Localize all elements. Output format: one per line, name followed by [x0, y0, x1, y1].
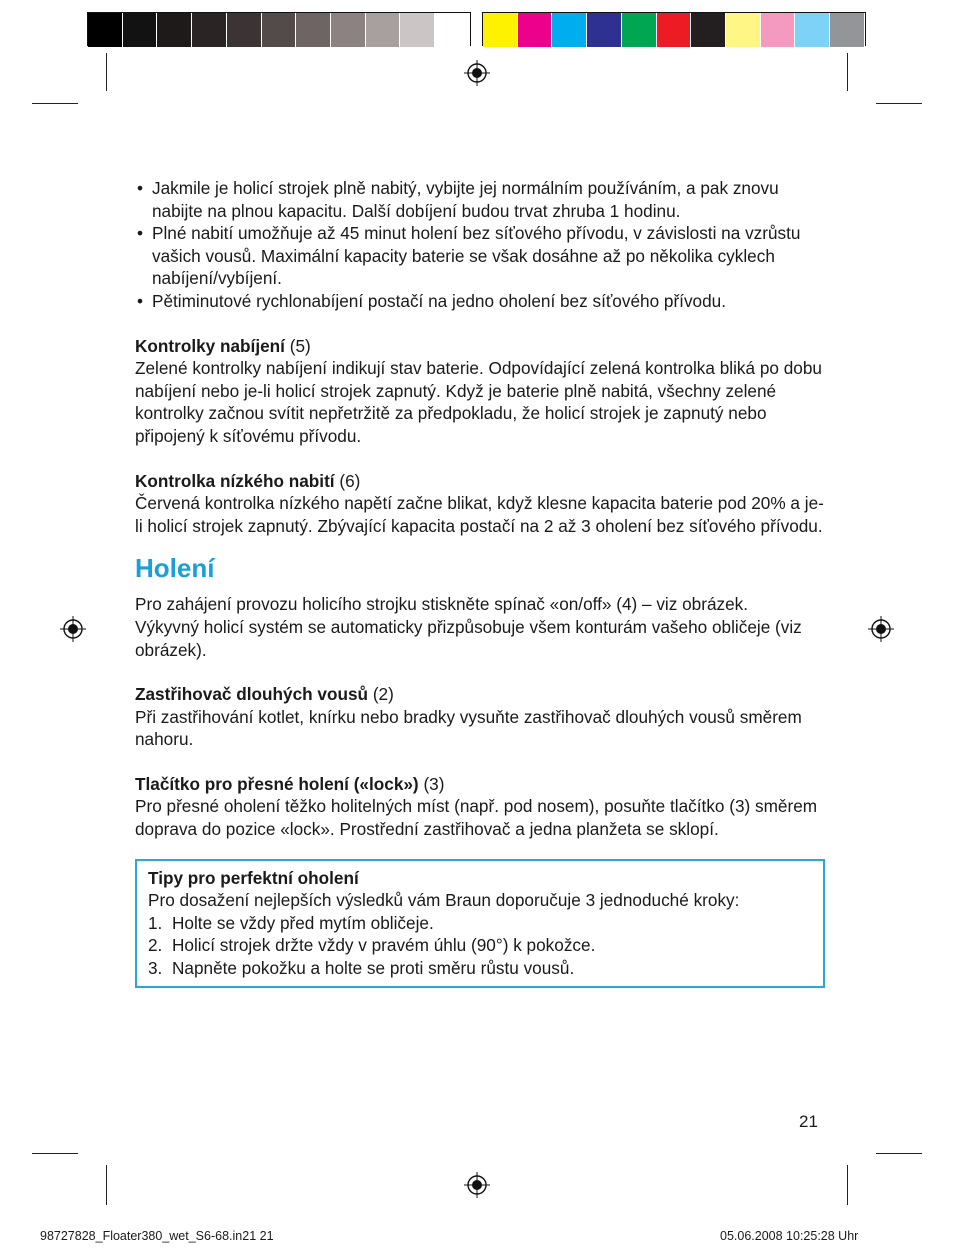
registration-mark-icon	[60, 616, 86, 642]
color-swatch	[192, 13, 227, 47]
bullet-icon: •	[137, 178, 144, 198]
crop-mark	[847, 1165, 848, 1205]
tips-box	[135, 859, 825, 988]
color-swatch	[587, 13, 622, 47]
shaving-paragraph: Pro zahájení provozu holicího strojku stiskněte spínač «on/off» (4) – viz obrázek.	[135, 594, 749, 615]
low-charge-heading: Kontrolka nízkého nabití (6)	[135, 470, 361, 491]
section-title: Holení	[135, 553, 215, 584]
tips-intro: Pro dosažení nejlepších výsledků vám Braun doporučuje 3 jednoduché kroky:	[148, 890, 740, 911]
page-content	[135, 177, 825, 988]
tips-title: Tipy pro perfektní oholení	[148, 867, 359, 888]
color-swatch	[657, 13, 692, 47]
color-swatch	[123, 13, 158, 47]
color-swatch	[435, 13, 470, 47]
color-swatch	[830, 13, 865, 47]
crop-mark	[106, 1165, 107, 1205]
list-item: • Jakmile je holicí strojek plně nabitý, vybijte jej normálním používáním, a pak znovu nabijte na plnou kapacitu. Další dobíjení budou trvat zhruba 1 hodinu.	[137, 178, 779, 221]
crop-mark	[32, 1153, 78, 1154]
list-item: 2. Holicí strojek držte vždy v pravém úhlu (90°) k pokožce.	[148, 935, 596, 956]
lock-text: Pro přesné oholení těžko holitelných míst (např. pod nosem), posuňte tlačítko (3) směrem doprava do pozice «lock». Prostřední zastřihovač a jedna planžeta se sklopí.	[135, 796, 818, 840]
grayscale-color-bar	[87, 12, 471, 46]
page-number: 21	[799, 1112, 818, 1131]
color-swatch	[691, 13, 726, 47]
crop-mark	[106, 53, 107, 91]
list-item: 3. Napněte pokožku a holte se proti směru růstu vousů.	[148, 958, 575, 979]
list-item: 1. Holte se vždy před mytím obličeje.	[148, 912, 434, 933]
color-swatch	[761, 13, 796, 47]
color-swatch	[331, 13, 366, 47]
charge-lights-heading: Kontrolky nabíjení (5)	[135, 335, 311, 356]
color-swatch	[622, 13, 657, 47]
color-swatch	[400, 13, 435, 47]
crop-mark	[876, 1153, 922, 1154]
lock-heading: Tlačítko pro přesné holení («lock») (3)	[135, 773, 445, 794]
color-swatch	[483, 13, 518, 47]
trimmer-text: Při zastřihování kotlet, knírku nebo bradky vysuňte zastřihovač dlouhých vousů směrem nahoru.	[135, 706, 802, 750]
registration-mark-icon	[464, 60, 490, 86]
color-swatch	[88, 13, 123, 47]
color-swatch	[726, 13, 761, 47]
process-color-bar	[482, 12, 866, 46]
charge-lights-text: Zelené kontrolky nabíjení indikují stav baterie. Odpovídající zelená kontrolka bliká po dobu nabíjení nebo je-li holicí strojek zapnutý. Když je baterie plně nabitá, všechny zelené kontrolky začnou svítit nepřetržitě za předpokladu, že holicí strojek je zapnutý nebo připojený k síťovému přívodu.	[135, 358, 822, 446]
bullet-icon: •	[137, 223, 144, 244]
bullet-list	[135, 177, 825, 313]
footer-file-info: 98727828_Floater380_wet_S6-68.in21 21	[40, 1229, 274, 1243]
color-swatch	[795, 13, 830, 47]
color-swatch	[366, 13, 401, 47]
color-swatch	[157, 13, 192, 47]
color-swatch	[552, 13, 587, 47]
registration-mark-icon	[868, 616, 894, 642]
shaving-paragraph: Výkyvný holicí systém se automaticky přizpůsobuje všem konturám vašeho obličeje (viz obrázek).	[135, 616, 802, 660]
color-swatch	[296, 13, 331, 47]
bullet-icon: •	[137, 290, 144, 311]
low-charge-text: Červená kontrolka nízkého napětí začne blikat, když klesne kapacita baterie pod 20% a je-li holicí strojek zapnutý. Zbývající kapacita postačí na 2 až 3 oholení bez síťového přívodu.	[135, 493, 824, 536]
crop-mark	[876, 103, 922, 104]
list-item: • Pětiminutové rychlonabíjení postačí na jedno oholení bez síťového přívodu.	[137, 290, 727, 311]
trimmer-heading: Zastřihovač dlouhých vousů (2)	[135, 684, 394, 705]
color-swatch	[262, 13, 297, 47]
list-item: • Plné nabití umožňuje až 45 minut holení bez síťového přívodu, v závislosti na vzrůstu vašich vousů. Maximální kapacity baterie se však dosáhne až po několika cyklech nabíjení/vybíjení.	[137, 223, 801, 289]
color-swatch	[227, 13, 262, 47]
tips-steps	[148, 912, 813, 980]
registration-mark-icon	[464, 1172, 490, 1198]
footer-timestamp: 05.06.2008 10:25:28 Uhr	[720, 1229, 859, 1243]
color-swatch	[518, 13, 553, 47]
crop-mark	[32, 103, 78, 104]
crop-mark	[847, 53, 848, 91]
